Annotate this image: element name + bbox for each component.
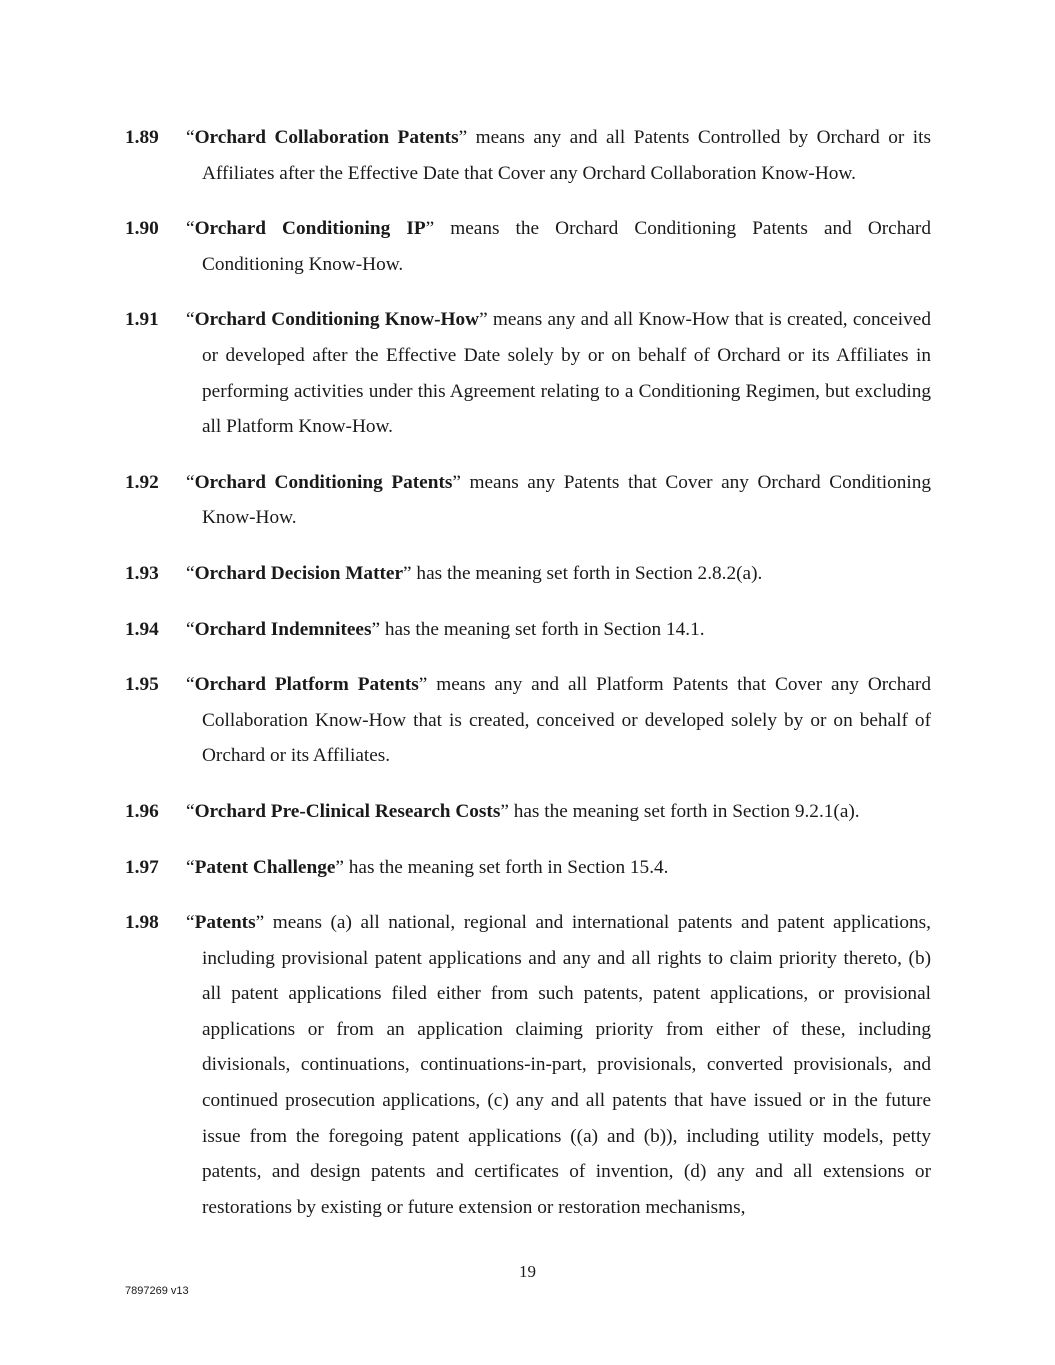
definition-text: “Orchard Platform Patents” means any and all Platform Patents that Cover any Orchard Collaboration Know-How that is created, conceived or developed solely by or on behalf of Orchard or its Affiliates. — [186, 674, 931, 767]
defined-term: Orchard Conditioning IP — [194, 218, 426, 240]
section-number: 1.89 — [125, 127, 159, 148]
definition-text: “Orchard Conditioning Patents” means any Patents that Cover any Orchard Conditioning Know-How. — [186, 471, 931, 529]
defined-term: Orchard Collaboration Patents — [194, 127, 459, 148]
section-number: 1.96 — [125, 800, 159, 822]
section-number: 1.97 — [125, 856, 159, 878]
definition-text: “Orchard Conditioning Know-How” means any and all Know-How that is created, conceived or developed after the Effective Date solely by or on behalf of Orchard or its Affiliates in performing activities under this Agreement relating to a Conditioning Regimen, but excluding all Platform Know-How. — [186, 309, 931, 438]
definition-text: “Orchard Pre-Clinical Research Costs” has the meaning set forth in Section 9.2.1(a). — [186, 800, 860, 822]
definition-item — [125, 667, 931, 774]
defined-term: Orchard Pre-Clinical Research Costs — [194, 800, 501, 822]
section-number: 1.91 — [125, 309, 159, 331]
section-number: 1.92 — [125, 471, 159, 493]
page-number: 19 — [519, 1262, 536, 1281]
definition-text: “Patent Challenge” has the meaning set forth in Section 15.4. — [186, 856, 669, 878]
document-id: 7897269 v13 — [125, 1285, 189, 1297]
defined-term: Orchard Decision Matter — [194, 562, 404, 584]
definition-text: “Orchard Collaboration Patents” means any and all Patents Controlled by Orchard or its Affiliates after the Effective Date that Cover any Orchard Collaboration Know-How. — [186, 127, 931, 184]
definition-item — [125, 794, 931, 830]
defined-term: Patent Challenge — [194, 856, 336, 878]
definition-item — [125, 850, 931, 886]
definition-text: “Orchard Conditioning IP” means the Orchard Conditioning Patents and Orchard Conditioning Know-How. — [186, 218, 931, 275]
definition-item — [125, 905, 931, 1225]
definition-item — [125, 556, 931, 592]
defined-term: Orchard Conditioning Patents — [194, 471, 453, 493]
definition-item — [125, 612, 931, 648]
section-number: 1.95 — [125, 674, 159, 696]
definition-item — [125, 120, 931, 191]
defined-term: Orchard Platform Patents — [194, 674, 419, 696]
definition-text: “Patents” means (a) all national, regional and international patents and patent applications, including provisional patent applications and any and all rights to claim priority thereto, (b) all patent applications filed either from such patents, patent applications, or provisional applications or from an application claiming priority from either of these, including divisionals, continuations, continuations-in-part, provisionals, converted provisionals, and continued prosecution applications, (c) any and all patents that have issued or in the future issue from the foregoing patent applications ((a) and (b)), including utility models, petty patents, and design patents and certificates of invention, (d) any and all extensions or restorations by existing or future extension or restoration mechanisms, — [186, 912, 931, 1218]
section-number: 1.90 — [125, 218, 159, 240]
definition-item — [125, 211, 931, 282]
definition-text: “Orchard Indemnitees” has the meaning set forth in Section 14.1. — [186, 618, 705, 640]
defined-term: Orchard Conditioning Know-How — [194, 309, 480, 331]
defined-term: Orchard Indemnitees — [194, 618, 372, 640]
section-number: 1.98 — [125, 912, 159, 934]
defined-term: Patents — [194, 912, 256, 934]
definition-item — [125, 302, 931, 444]
section-number: 1.94 — [125, 618, 159, 640]
definition-text: “Orchard Decision Matter” has the meaning set forth in Section 2.8.2(a). — [186, 562, 763, 584]
definition-item — [125, 465, 931, 536]
section-number: 1.93 — [125, 562, 159, 584]
definitions-list — [125, 120, 931, 1245]
